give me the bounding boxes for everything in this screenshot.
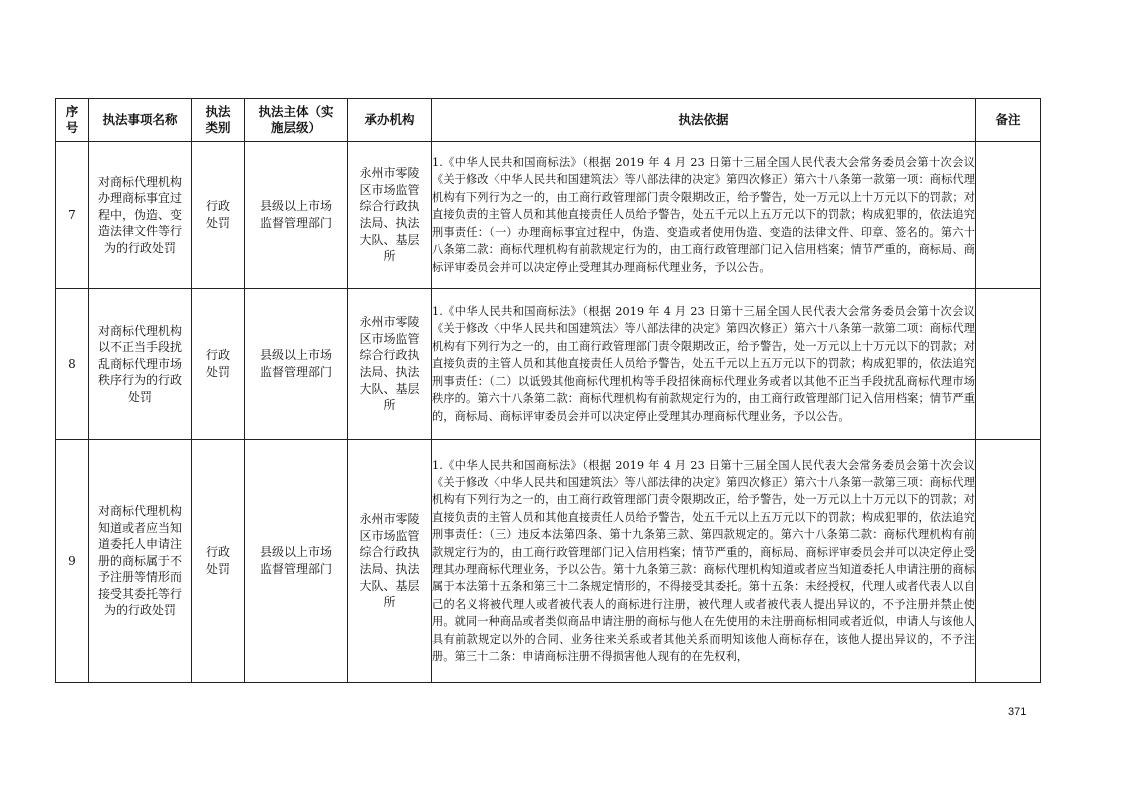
enforcement-items-table [55,98,1041,683]
row-basis: 1.《中华人民共和国商标法》（根据 2019 年 4 月 23 日第十三届全国人民代表大会常务委员会第十次会议《关于修改〈中华人民共和国建筑法〉等八部法律的决定》第四次修正）第六十八条第一款第一项：商标代理机构有下列行为之一的，由工商行政管理部门责令限期改正，给予警告，处一万元以上十万元以下的罚款；对直接负责的主管人员和其他直接责任人员给予警告，处五千元以上五万元以下的罚款；构成犯罪的，依法追究刑事责任：（一）办理商标事宜过程中，伪造、变造或者使用伪造、变造的法律文件、印章、签名的。第六十八条第二款：商标代理机构有前款规定行为的，由工商行政管理部门记入信用档案；情节严重的，商标局、商标评审委员会并可以决定停止受理其办理商标代理业务，予以公告。 [432,142,976,289]
table-row [56,142,1041,289]
row-basis: 1.《中华人民共和国商标法》（根据 2019 年 4 月 23 日第十三届全国人民代表大会常务委员会第十次会议《关于修改〈中华人民共和国建筑法〉等八部法律的决定》第四次修正）第六十八条第一款第三项：商标代理机构有下列行为之一的，由工商行政管理部门责令限期改正，给予警告，处一万元以上十万元以下的罚款；对直接负责的主管人员和其他直接责任人员给予警告，处五千元以上五万元以下的罚款；构成犯罪的，依法追究刑事责任：（三）违反本法第四条、第十九条第三款、第四款规定的。第六十八条第二款：商标代理机构有前款规定行为的，由工商行政管理部门记入信用档案；情节严重的，商标局、商标评审委员会并可以决定停止受理其办理商标代理业务，予以公告。第十九条第三款：商标代理机构知道或者应当知道委托人申请注册的商标属于本法第十五条和第三十二条规定情形的，不得接受其委托。第十五条：未经授权，代理人或者代表人以自己的名义将被代理人或者被代表人的商标进行注册，被代理人或者被代表人提出异议的，不予注册并禁止使用。就同一种商品或者类似商品申请注册的商标与他人在先使用的未注册商标相同或者近似，申请人与该他人具有前款规定以外的合同、业务往来关系或者其他关系而明知该他人商标存在，该他人提出异议的，不予注册。第三十二条：申请商标注册不得损害他人现有的在先权利， [432,440,976,683]
table-row [56,440,1041,683]
row-remark [976,142,1041,289]
row-org: 永州市零陵区市场监管综合行政执法局、执法大队、基层所 [359,166,420,264]
page-number: 371 [1008,706,1027,718]
row-category: 行政处罚 [205,545,230,576]
header-row [56,99,1041,142]
row-org: 永州市零陵区市场监管综合行政执法局、执法大队、基层所 [359,315,420,413]
row-category: 行政处罚 [205,348,230,379]
header-basis: 执法依据 [432,99,976,142]
row-remark [976,289,1041,440]
table-row [56,289,1041,440]
row-seq: 7 [56,142,89,289]
row-name: 对商标代理机构以不正当手段扰乱商标代理市场秩序行为的行政处罚 [97,323,182,404]
header-category: 执法类别 [192,99,245,142]
header-org: 承办机构 [348,99,432,142]
row-subject: 县级以上市场监督管理部门 [259,348,332,379]
row-seq: 9 [56,440,89,683]
row-org: 永州市零陵区市场监管综合行政执法局、执法大队、基层所 [359,512,420,610]
header-subject: 执法主体（实施层级） [245,99,348,142]
row-subject: 县级以上市场监督管理部门 [259,199,332,230]
header-name: 执法事项名称 [89,99,192,142]
row-subject: 县级以上市场监督管理部门 [259,545,332,576]
row-basis: 1.《中华人民共和国商标法》（根据 2019 年 4 月 23 日第十三届全国人民代表大会常务委员会第十次会议《关于修改〈中华人民共和国建筑法〉等八部法律的决定》第四次修正）第六十八条第一款第二项：商标代理机构有下列行为之一的，由工商行政管理部门责令限期改正，给予警告，处一万元以上十万元以下的罚款；对直接负责的主管人员和其他直接责任人员给予警告，处五千元以上五万元以下的罚款；构成犯罪的，依法追究刑事责任：（二）以诋毁其他商标代理机构等手段招徕商标代理业务或者以其他不正当手段扰乱商标代理市场秩序的。第六十八条第二款：商标代理机构有前款规定行为的，由工商行政管理部门记入信用档案；情节严重的，商标局、商标评审委员会并可以决定停止受理其办理商标代理业务，予以公告。 [432,289,976,440]
row-category: 行政处罚 [205,199,230,230]
row-name: 对商标代理机构知道或者应当知道委托人申请注册的商标属于不予注册等情形而接受其委托等行为的行政处罚 [97,503,182,618]
header-remark: 备注 [976,99,1041,142]
row-name: 对商标代理机构办理商标事宜过程中，伪造、变造法律文件等行为的行政处罚 [97,174,182,255]
header-seq: 序号 [56,99,89,142]
row-seq: 8 [56,289,89,440]
row-remark [976,440,1041,683]
